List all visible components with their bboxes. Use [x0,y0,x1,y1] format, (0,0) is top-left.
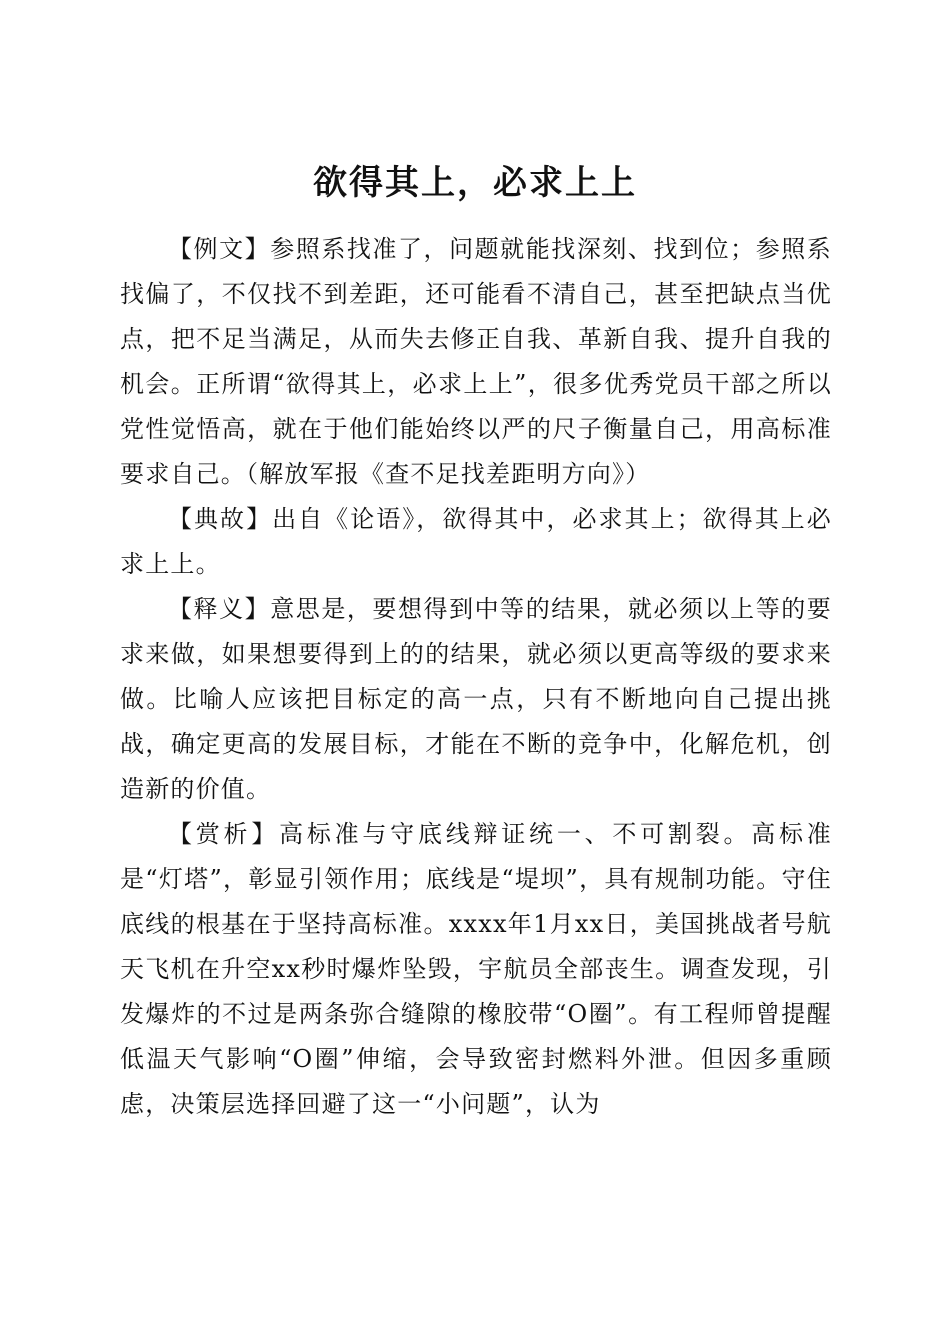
paragraph-interpretation [120,587,832,812]
paragraph-text: 意思是，要想得到中等的结果，就必须以上等的要求来做，如果想要得到上的的结果，就必须以更高等级的要求来做。比喻人应该把目标定的高一点，只有不断地向自己提出挑战，确定更高的发展目标，才能在不断的竞争中，化解危机，创造新的价值。 [120,595,832,803]
paragraph-text: 参照系找准了，问题就能找深刻、找到位；参照系找偏了，不仅找不到差距，还可能看不清自己，甚至把缺点当优点，把不足当满足，从而失去修正自我、革新自我、提升自我的机会。正所谓“欲得其上，必求上上”，很多优秀党员干部之所以党性觉悟高，就在于他们能始终以严的尺子衡量自己，用高标准要求自己。（解放军报《查不足找差距明方向》） [120,235,832,488]
paragraph-tag: 【典故】 [168,505,273,533]
paragraph-text: 出自《论语》，欲得其中，必求其上；欲得其上必求上上。 [120,505,832,578]
paragraph-allusion [120,497,832,587]
document-title: 欲得其上，必求上上 [313,162,637,203]
paragraph-tag: 【释义】 [168,595,271,623]
paragraph-text: 高标准与守底线辩证统一、不可割裂。高标准是“灯塔”，彰显引领作用；底线是“堤坝”，具有规制功能。守住底线的根基在于坚持高标准。xxxx年1月xx日，美国挑战者号航天飞机在升空xx秒时爆炸坠毁，宇航员全部丧生。调查发现，引发爆炸的不过是两条弥合缝隙的橡胶带“O圈”。有工程师曾提醒低温天气影响“O圈”伸缩，会导致密封燃料外泄。但因多重顾虑，决策层选择回避了这一“小问题”，认为 [120,820,832,1118]
paragraph-tag: 【赏析】 [168,820,280,848]
document-body [120,227,832,1127]
paragraph-appreciation [120,812,832,1127]
paragraph-example [120,227,832,497]
paragraph-tag: 【例文】 [168,235,271,263]
